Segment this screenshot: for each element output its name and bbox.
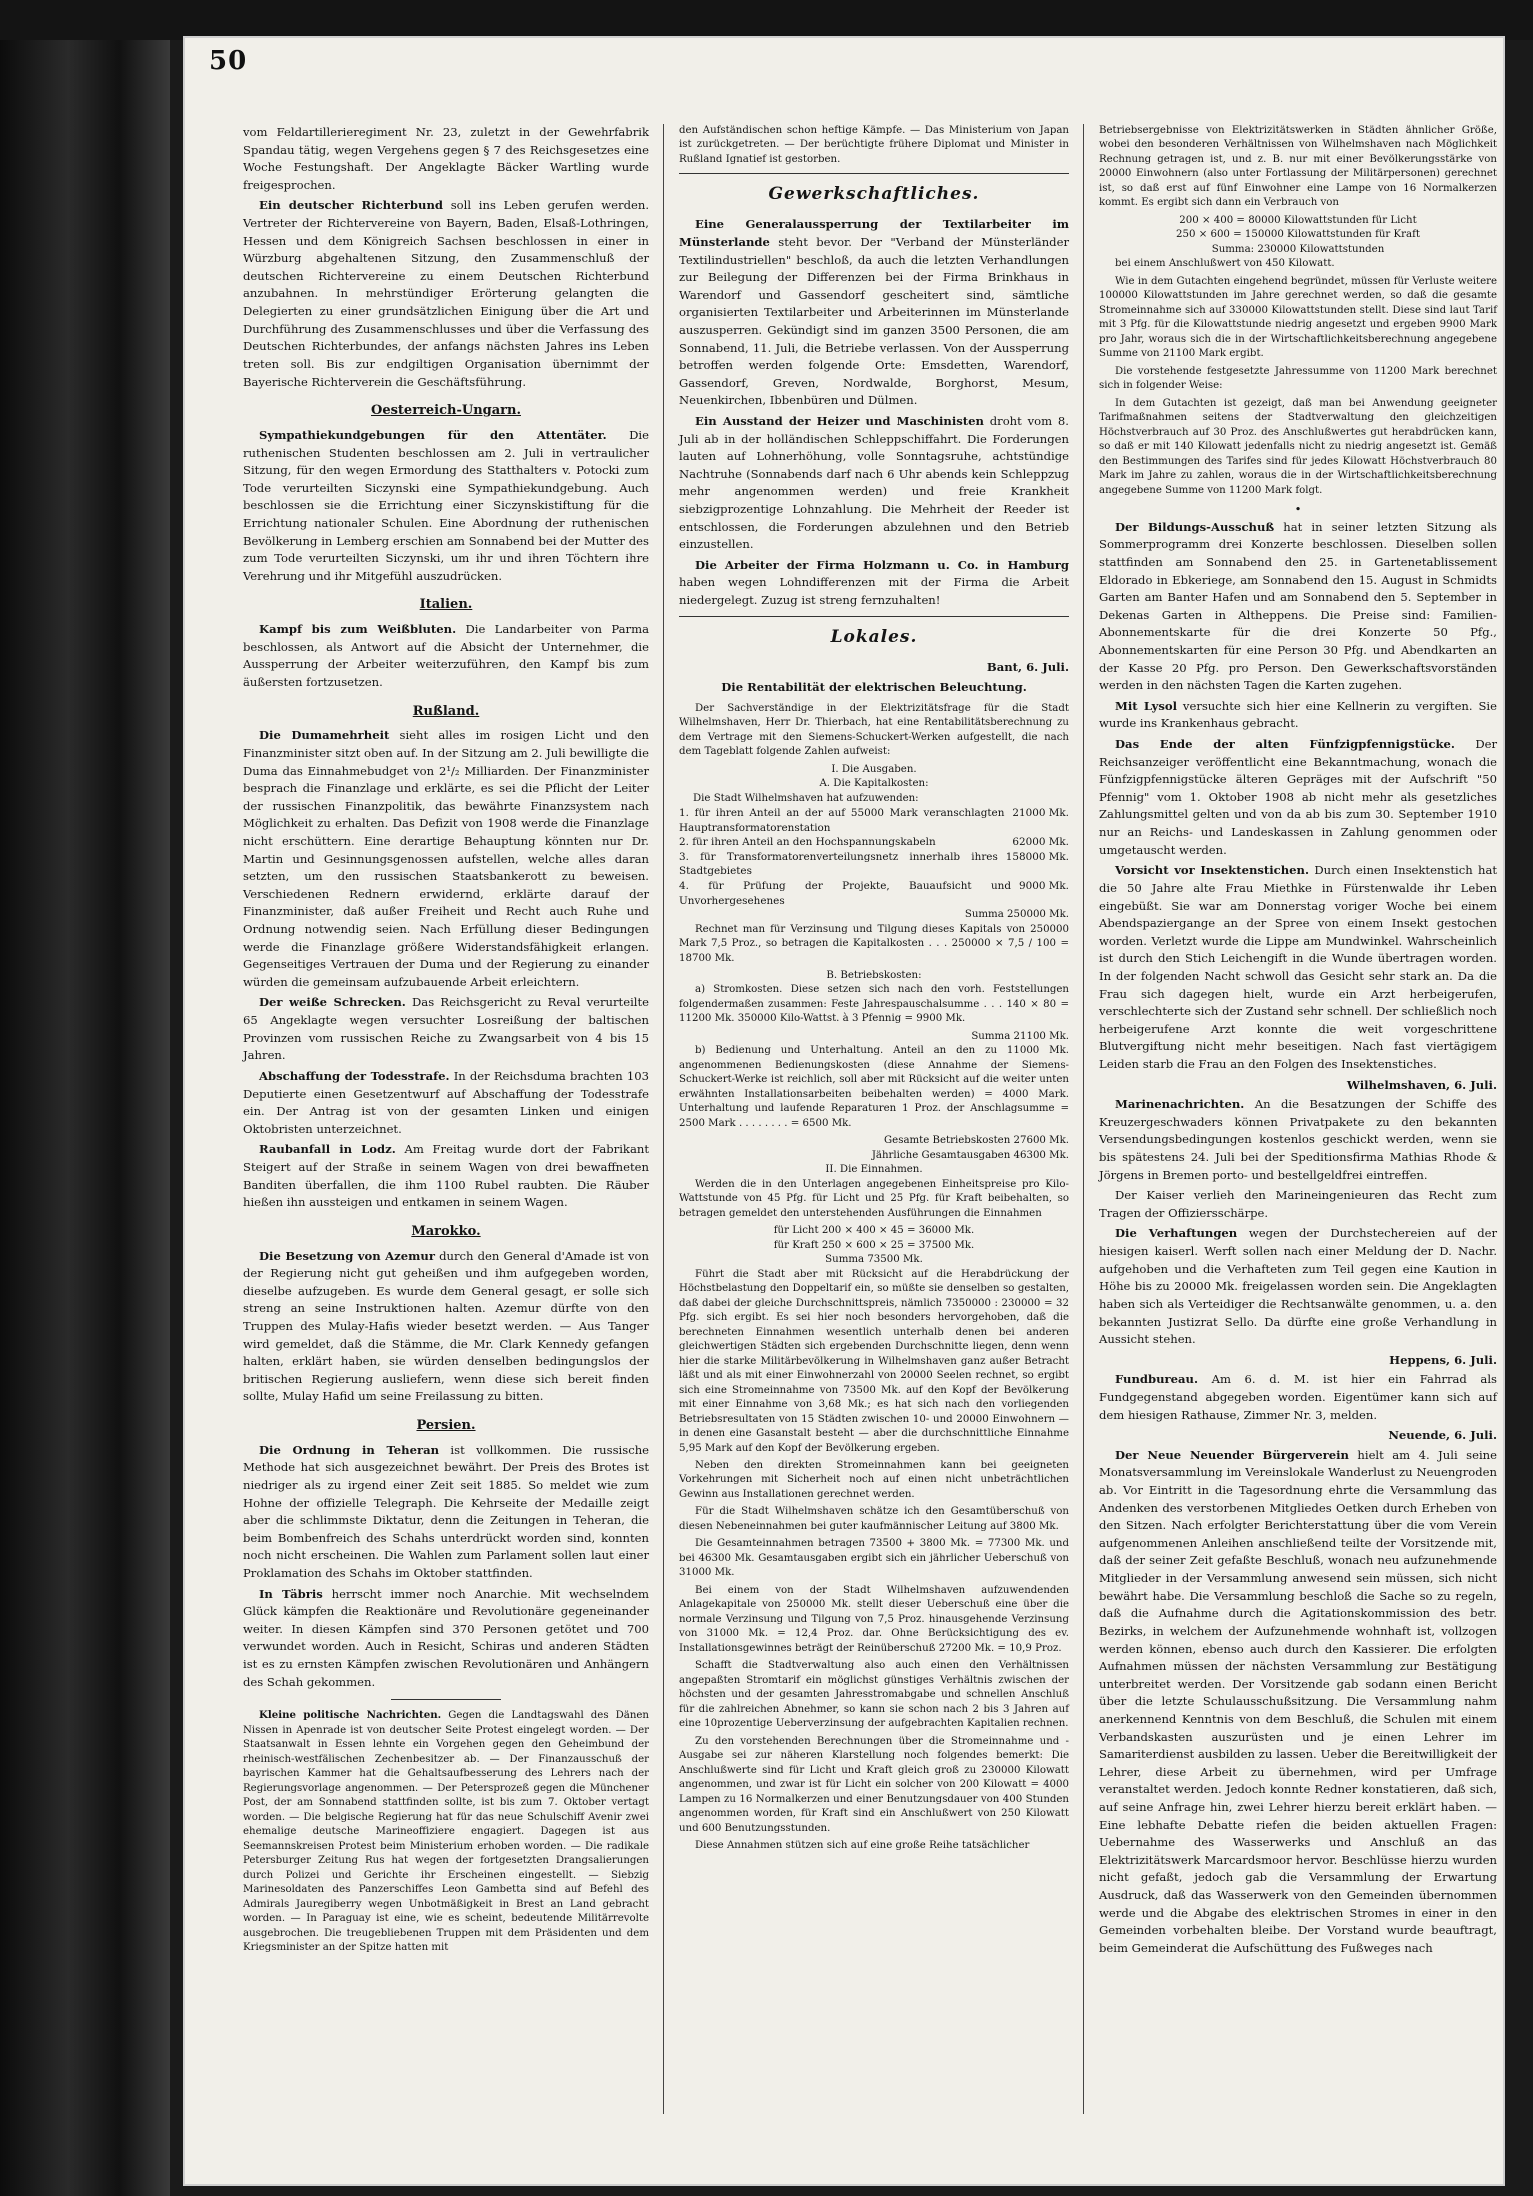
headline: Vorsicht vor Insektenstichen. bbox=[1115, 863, 1309, 878]
paragraph bbox=[243, 727, 649, 991]
paragraph: Führt die Stadt aber mit Rücksicht auf die Herabdrückung der Höchstbelastung den Doppeltarif ein, so müßte sie denselben so gestalten, daß dabei der gleiche Durchschnittspreis, nämlich 7350000 : 230000 = 32 Pfg. sich ergibt. Es sei hier noch besonders hervorgehoben, daß die berechneten Einnahmen wesentlich unterhalb denen bei anderen gleichwertigen Städten sich ergebenden Durchschnitte liegen, denn wenn hier die starke Militärbevölkerung in Wilhelmshaven ganz außer Betracht läßt und als mit einer Einwohnerzahl von 20000 Seelen rechnet, so ergibt sich eine Stromeinnahme von 73500 Mk. auf den Kopf der Bevölkerung mit einer Einnahme von 3,68 Mk.; es hat sich nach den vorliegenden Betriebsresultaten von 15 Städten zwischen 10- und 20000 Einwohnern — in denen eine Gasanstalt besteht — aber die durchschnittliche Einnahme 5,95 Mark auf den Kopf der Bevölkerung ergeben. bbox=[679, 1268, 1069, 1454]
subheading: I. Die Ausgaben. bbox=[831, 763, 917, 775]
table-row bbox=[679, 806, 1069, 835]
article-text: hielt am 4. Juli seine Monatsversammlung im Vereinslokale Wanderlust zu Neuengroden ab. Vor Eintritt in die Tagesordnung ehrte die Versammlung das Andenken des verstorbenen Mitgliedes Oetken durch Erheben von den Sitzen. Nach erfolgter Berichterstattung über die vom Verein aufgenommenen Anleihen anschließend teilte der Vorsitzende mit, daß der seiner Zeit gefaßte Beschluß, wonach neu aufzunehmende Mitglieder in der Versammlung anwesend sein müssen, sich nicht bewährt habe. Die Versammlung beschloß die Sache so zu regeln, daß die Aufnahme durch die Agitationskommission des betr. Bezirks, in welchem der Aufzunehmende wohnhaft ist, vollzogen werden können, ebenso auch durch den Kassierer. Die erfolgten Aufnahmen müssen der nächsten Versammlung zur Bestätigung unterbreitet werden. Der Vorsitzende gab sodann einen Bericht über die letzte Schulausschußsitzung. Die Versammlung nahm anerkennend Kenntnis von dem Beschluß, die Schulen mit einem Verbandskasten auszurüsten und je einen Lehrer im Samariterdienst ausbilden zu lassen. Ueber die Bereitwilligkeit der Lehrer, diese Arbeit zu übernehmen, wird per Umfrage veranstaltet werden. Jedoch konnte Redner konstatieren, daß sich, auf seine Anfrage hin, zwei Lehrer hierzu bereit erklärt haben. — Eine lebhafte Debatte riefen die beiden aktuellen Fragen: Uebernahme des Wasserwerks und Anschluß an das Elektrizitätswerk Marcardsmoor hervor. Beschlüsse hierzu wurden nicht gefaßt, jedoch gab die Versammlung der Erwartung Ausdruck, daß das Wasserwerk von den Gemeinden übernommen werde und die Abgabe des elektrischen Stromes in einer in den Gemeinden vorbehalten bleibe. Der Vorstand wurde beauftragt, beim Gemeinderat die Aufschüttung des Fußweges nach bbox=[1099, 1447, 1497, 1955]
article-text: soll ins Leben gerufen werden. Vertreter der Richtervereine von Bayern, Baden, Elsaß-Lothringen, Hessen und dem Königreich Sachsen beschlossen in einer in Würzburg abgehaltenen Sitzung, den Zusammenschluß der deutschen Richtervereine zu einem Deutschen Richterbund anzubahnen. In mehrstündiger Erörterung gelangten die Delegierten zu einer grundsätzlichen Einigung über die Art und Durchführung des Zusammenschlusses und über die Verfassung des Deutschen Richterbundes, der anfangs nächsten Jahres ins Leben treten soll. Bis zur endgiltigen Organisation übernimmt der Bayerische Richterverein die Geschäftsführung. bbox=[243, 198, 650, 389]
article-text: haben wegen Lohndifferenzen mit der Firma die Arbeit niedergelegt. Zuzug ist streng fernzuhalten! bbox=[679, 575, 1069, 608]
column-divider bbox=[663, 124, 664, 2114]
headline: Die Arbeiter der Firma Holzmann u. Co. in Hamburg bbox=[695, 557, 1069, 572]
article-text: In der Reichsduma brachten 103 Deputierte einen Gesetzentwurf auf Abschaffung der Todesstrafe ein. Der Antrag ist von der gesamten Linken und einigen Oktobristen unterzeichnet. bbox=[243, 1068, 650, 1136]
paragraph: Bei einem von der Stadt Wilhelmshaven aufzuwendenden Anlagekapitale von 250000 Mk. stellt dieser Ueberschuß eine über die normale Verzinsung und Tilgung von 7,5 Proz. hinausgehende Verzinsung von 31000 Mk. = 12,4 Proz. dar. Ohne Berücksichtigung des ev. Installationsgewinnes beträgt der Reinüberschuß 27200 Mk. = 10,9 Proz. bbox=[679, 1584, 1069, 1654]
section-heading: Gewerkschaftliches. bbox=[768, 184, 980, 205]
paragraph: Wie in dem Gutachten eingehend begründet, müssen für Verluste weitere 100000 Kilowattstunden im Jahre gerechnet werden, so daß die gesamte Stromeinnahme sich auf 330000 Kilowattstunden stellt. Diese sind laut Tarif mit 3 Pfg. für die Kilowattstunde niedrig angesetzt und ergeben 9900 Mark pro Jahr, woraus sich die in der Wirtschaftlichkeitsberechnung angegebene Summe von 21100 Mark ergibt. bbox=[1099, 275, 1497, 360]
capital-cost-table bbox=[679, 806, 1069, 908]
section-heading: Rußland. bbox=[412, 703, 480, 719]
article-text: ist vollkommen. Die russische Methode hat sich ausgezeichnet bewährt. Der Preis des Brotes ist niedriger als zu irgend einer Zeit seit 1885. So meldet wie zum Hohne der offizielle Telegraph. Die Kehrseite der Medaille zeigt aber die schlimmste Diktatur, denn die Zeitungen in Teheran, die beim Bombenfreich des Schahs unterdrückt worden sind, konnten noch nicht erscheinen. Die Wahlen zum Parlament sollen laut einer Proklamation des Schahs im Oktober stattfinden. bbox=[243, 1442, 650, 1581]
paragraph bbox=[1099, 1371, 1497, 1424]
table-total: Jährliche Gesamtausgaben 46300 Mk. bbox=[871, 1149, 1069, 1161]
calculation-line: 250 × 600 = 150000 Kilowattstunden für Kraft bbox=[1176, 229, 1420, 241]
paragraph bbox=[243, 1708, 649, 1955]
article-text: Die ruthenischen Studenten beschlossen am 2. Juli in vertraulicher Sitzung, für den wegen Ermordung des Statthalters v. Potocki zum Tode verurteilten Siczynski eine Sympathiekundgebung. Auch beschlossen sie die Errichtung einer Siczynskistiftung für die Errichtung nationaler Schulen. Eine Abordnung der ruthenischen Bevölkerung in Lemberg erschien am Sonnabend bei der Mutter des zum Tode verurteilten Siczynski, um ihr und ihren Töchtern ihre Verehrung und ihr Mitgefühl auszudrücken. bbox=[243, 427, 650, 583]
article-text: An die Besatzungen der Schiffe des Kreuzergeschwaders können Privatpakete zu den bekannten Versendungsbedingungen kostenlos geschickt werden, wenn sie bis spätestens 24. Juli bei der Speditionsfirma Mathias Rhode & Jörgens in Bremen porto- und bestellgeldfrei eintreffen. bbox=[1099, 1097, 1497, 1182]
article-text: droht vom 8. Juli ab in der holländischen Schleppschiffahrt. Die Forderungen lauten auf Lohnerhöhung, volle Sonntagsruhe, achtstündige Nachtruhe (Sonnabends darf nach 6 Uhr abends kein Schleppzug mehr angenommen werden) und freie Krankheit siebzigprozentige Lohnzahlung. Die Mehrheit der Reeder ist entschlossen, die Forderungen abzulehnen und den Betrieb einzustellen. bbox=[679, 413, 1069, 552]
headline: Die Besetzung von Azemur bbox=[259, 1248, 435, 1263]
paragraph: Betriebsergebnisse von Elektrizitätswerken in Städten ähnlicher Größe, wobei den besonderen Verhältnissen von Wilhelmshaven nach Möglichkeit Rechnung getragen ist, und z. B. nur mit einer Bevölkerungsstärke von 20000 Einwohnern (also unter Fortlassung der Militärpersonen) gerechnet ist, so daß erst auf fünf Einwohner eine Lampe von 16 Normalkerzen kommt. Es ergibt sich dann ein Verbrauch von bbox=[1099, 125, 1497, 209]
calculation-line: 200 × 400 = 80000 Kilowattstunden für Licht bbox=[1179, 214, 1417, 226]
paragraph: Der Sachverständige in der Elektrizitätsfrage für die Stadt Wilhelmshaven, Herr Dr. Thierbach, hat eine Rentabilitätsberechnung zu dem Vertrage mit den Siemens-Schuckert-Werken aufgestellt, die nach dem Tageblatt folgende Zahlen aufweist: bbox=[679, 702, 1069, 758]
section-heading: Persien. bbox=[416, 1418, 476, 1433]
newspaper-page bbox=[183, 36, 1505, 2186]
paragraph bbox=[1099, 1225, 1497, 1348]
paragraph bbox=[679, 557, 1069, 610]
column-divider bbox=[1083, 124, 1084, 2114]
paragraph: Die Gesamteinnahmen betragen 73500 + 3800 Mk. = 77300 Mk. und bei 46300 Mk. Gesamtausgaben ergibt sich ein jährlicher Ueberschuß von 31000 Mk. bbox=[679, 1538, 1069, 1579]
paragraph bbox=[679, 413, 1069, 554]
headline: Kleine politische Nachrichten. bbox=[259, 1709, 442, 1722]
headline: Fundbureau. bbox=[1115, 1372, 1198, 1387]
table-total: Gesamte Betriebskosten 27600 Mk. bbox=[884, 1135, 1069, 1147]
headline: Die Dumamehrheit bbox=[259, 728, 390, 743]
headline: Das Ende der alten Fünfzigpfennigstücke. bbox=[1115, 737, 1455, 752]
column-3 bbox=[1099, 124, 1497, 1960]
table-cell-label: 3. für Transformatorenverteilungsnetz innerhalb ihres Stadtgebietes bbox=[679, 850, 998, 878]
table-row bbox=[679, 835, 1069, 850]
headline: Sympathiekundgebungen für den Attentäter. bbox=[259, 427, 607, 442]
headline: Ein deutscher Richterbund bbox=[259, 198, 443, 213]
paragraph: Diese Annahmen stützen sich auf eine große Reihe tatsächlicher bbox=[695, 1840, 1030, 1852]
article-text: Gegen die Landtagswahl des Dänen Nissen in Apenrade ist von deutscher Seite Protest eingelegt worden. — Der Staatsanwalt in Essen lehnte ein Vorgehen gegen den Geheimbund der rheinisch-westfälischen Zechenbesitzer ab. — Der Finanzausschuß der bayrischen Kammer hat die Gehaltsaufbesserung des Lehrers nach der Regierungsvorlage angenommen. — Der Petersprozeß gegen die Münchener Post, der am Sonnabend stattfinden sollte, ist bis zum 7. Oktober vertagt worden. — Die belgische Regierung hat für das neue Schulschiff Avenir zwei ehemalige deutsche Marineoffiziere engagiert. Dagegen ist aus Seemannskreisen Protest beim Ministerium erhoben worden. — Die radikale Petersburger Zeitung Rus hat wegen der fortgesetzten Drangsalierungen durch Polizei und Gerichte ihr Erscheinen eingestellt. — Siebzig Marinesoldaten des Panzerschiffes Leon Gambetta sind auf Befehl des Admirals Jauregiberry wegen Unbotmäßigkeit in Brest an Land gebracht worden. — In Paraguay ist eine, wie es scheint, bedeutende Militärrevolte ausgebrochen. Die treugebliebenen Truppen mit dem Präsidenten und dem Kriegsminister an der Spitze hatten mit bbox=[243, 1710, 649, 1954]
paragraph bbox=[1099, 736, 1497, 859]
section-heading: Lokales. bbox=[830, 626, 918, 647]
paragraph bbox=[1099, 698, 1497, 733]
headline: Der Bildungs-Ausschuß bbox=[1115, 519, 1275, 534]
paragraph: Die vorstehende festgesetzte Jahressumme von 11200 Mark berechnet sich in folgender Weise: bbox=[1099, 365, 1497, 392]
paragraph bbox=[243, 1068, 649, 1138]
paragraph: bei einem Anschlußwert von 450 Kilowatt. bbox=[1115, 258, 1335, 270]
headline: Mit Lysol bbox=[1115, 698, 1177, 713]
scan-top-edge bbox=[0, 0, 1533, 40]
table-cell-label: 1. für ihren Anteil an der auf 55000 Mark veranschlagten Hauptransformatorenstation bbox=[679, 807, 1005, 834]
subheading: B. Betriebskosten: bbox=[826, 970, 922, 981]
subheading: A. Die Kapitalkosten: bbox=[819, 778, 929, 790]
article-text: Die Landarbeiter von Parma beschlossen, als Antwort auf die Absicht der Unternehmer, die Aussperrung der Arbeiter weiterzuführen, den Kampf bis zum äußersten fortzusetzen. bbox=[243, 622, 649, 689]
paragraph: Werden die in den Unterlagen angegebenen Einheitspreise pro Kilo-Wattstunde von 45 Pfg. für Licht und 25 Pfg. für Kraft beibehalten, so betragen gemeldet den unterstehenden Ausführungen die Einnahmen bbox=[679, 1178, 1069, 1219]
table-total: Summa 250000 Mk. bbox=[964, 909, 1069, 921]
paragraph bbox=[243, 621, 649, 691]
paragraph bbox=[243, 1141, 649, 1211]
article-text: wegen der Durchstechereien auf der hiesigen kaiserl. Werft sollen nach einer Meldung der D. Nachr. aufgehoben und die Verhafteten zum Teil gegen eine Kaution in Höhe bis zu 20000 Mk. freigelassen worden sein. Die Angeklagten haben sich als Verteidiger die Rechtsanwälte genommen, u. a. den bekannten Justizrat Sello. Da dürfte eine große Verhandlung in Aussicht stehen. bbox=[1099, 1226, 1498, 1347]
divider bbox=[391, 1699, 501, 1700]
headline: Der weiße Schrecken. bbox=[259, 995, 406, 1010]
article-text: versuchte sich hier eine Kellnerin zu vergiften. Sie wurde ins Krankenhaus gebracht. bbox=[1099, 698, 1497, 731]
divider bbox=[679, 616, 1069, 617]
paragraph bbox=[1099, 1096, 1497, 1184]
scan-binding-edge bbox=[0, 0, 170, 2196]
separator-dot: • bbox=[1294, 502, 1302, 517]
paragraph bbox=[243, 427, 649, 585]
section-heading: Italien. bbox=[419, 597, 473, 613]
section-heading: Oesterreich-Ungarn. bbox=[371, 403, 521, 419]
table-cell-label: 4. für Prüfung der Projekte, Bauaufsicht und Unvorhergesehenes bbox=[679, 879, 1011, 907]
table-intro: Die Stadt Wilhelmshaven hat aufzuwenden: bbox=[693, 792, 919, 804]
paragraph: Neben den direkten Stromeinnahmen kann bei geeigneten Vorkehrungen mit Sicherheit noch auf einen nicht unbeträchtlichen Gewinn aus Installationen gerechnet werden. bbox=[679, 1459, 1069, 1500]
headline: Abschaffung der Todesstrafe. bbox=[259, 1068, 450, 1083]
paragraph: Rechnet man für Verzinsung und Tilgung dieses Kapitals von 250000 Mark 7,5 Proz., so betragen die Kapitalkosten . . . 250000 × 7,5 / 100 = 18700 Mk. bbox=[679, 923, 1069, 964]
dateline: Wilhelmshaven, 6. Juli. bbox=[1346, 1077, 1497, 1092]
paragraph: b) Bedienung und Unterhaltung. Anteil an den zu 11000 Mk. angenommenen Bedienungskosten (diese Annahme der Siemens-Schuckert-Werke ist reichlich, soll aber mit Rücksicht auf die weiter unten erwähnten Installationsarbeiten beibehalten werden) = 4000 Mark. Unterhaltung und laufende Reparaturen 1 Proz. der Anschlagsumme = 2500 Mark . . . . . . . . = 6500 Mk. bbox=[679, 1045, 1069, 1129]
paragraph bbox=[243, 1248, 649, 1406]
paragraph bbox=[243, 1442, 649, 1583]
dateline: Neuende, 6. Juli. bbox=[1388, 1428, 1497, 1443]
article-text: sieht alles im rosigen Licht und den Finanzminister sitzt oben auf. In der Sitzung am 2. Juli bewilligte die Duma das Einnahmebudget von 2¹/₂ Milliarden. Der Finanzminister besprach die Finanzlage und erklärte, es sei die Pflicht der Leiter der russischen Finanzpolitik, das bewährte Finanzsystem nach Möglichkeit zu erhalten. Das Defizit von 1908 werde die Finanzlage nicht erschüttern. Eine derartige Behauptung könnten nur Dr. Martin und Gesinnungsgenossen aufstellen, welche alles daran setzten, um den russischen Staatsbankerott zu beweisen. Verschiedenen Rednern erwidernd, erklärte darauf der Finanzminister, daß außer Freiheit und Recht auch Ruhe und Ordnung notwendig seien. Nach Erfüllung dieser Bedingungen werde die Finanzlage größere Widerstandsfähigkeit erlangen. Gegenseitiges Vertrauen der Duma und der Regierung zu einander würden die gemeinsam aufzubauende Arbeit erleichtern. bbox=[243, 728, 650, 989]
paragraph: Für die Stadt Wilhelmshaven schätze ich den Gesamtüberschuß von diesen Nebeneinnahmen bei guter kaufmännischer Leitung auf 3800 Mk. bbox=[679, 1506, 1069, 1532]
paragraph bbox=[243, 994, 649, 1064]
article-text: Am 6. d. M. ist hier ein Fahrrad als Fundgegenstand abgegeben worden. Eigentümer kann sich auf dem hiesigen Rathause, Zimmer Nr. 3, melden. bbox=[1099, 1372, 1497, 1422]
section-heading: Marokko. bbox=[411, 1223, 481, 1239]
paragraph bbox=[1099, 1447, 1497, 1958]
table-total: Summa: 230000 Kilowattstunden bbox=[1211, 243, 1385, 255]
headline: Raubanfall in Lodz. bbox=[259, 1142, 396, 1157]
dateline: Heppens, 6. Juli. bbox=[1389, 1352, 1497, 1367]
headline: Kampf bis zum Weißbluten. bbox=[259, 622, 457, 637]
paragraph: Zu den vorstehenden Berechnungen über die Stromeinnahme und -Ausgabe sei zur näheren Klarstellung noch folgendes bemerkt: Die Anschlußwerte sind für Licht und Kraft gleich groß zu 230000 Kilowatt angenommen, und zwar ist für Licht ein solcher von 200 Kilowatt = 4000 Lampen zu 16 Normalkerzen und einer Benutzungsdauer von 400 Stunden angenommen worden, für Kraft sind ein Anschlußwert von 250 Kilowatt und 600 Benutzungsstunden. bbox=[679, 1735, 1069, 1834]
table-cell-value: 9000 Mk. bbox=[1019, 879, 1069, 892]
paragraph: a) Stromkosten. Diese setzen sich nach den vorh. Feststellungen folgendermaßen zusammen: Feste Jahrespauschalsumme . . . 140 × 80 = 11200 Mk. 350000 Kilo-Wattst. à 3 Pfennig = 9900 Mk. bbox=[679, 984, 1069, 1025]
headline: Der Neue Neuender Bürgerverein bbox=[1115, 1447, 1349, 1462]
table-total: Summa 21100 Mk. bbox=[971, 1030, 1069, 1042]
table-cell-value: 62000 Mk. bbox=[1012, 836, 1069, 849]
headline: Die Ordnung in Teheran bbox=[259, 1442, 440, 1457]
article-text: Durch einen Insektenstich hat die 50 Jahre alte Frau Miethke in Fürstenwalde ihr Leben eingebüßt. Sie war am Donnerstag voriger Woche bei einem Abendspaziergange an der Spree von einem Insekt gestochen worden. Verletzt wurde die Lippe am Mundwinkel. Wahrscheinlich ist durch den Stich Leichengift in die Wunde übertragen worden. In der folgenden Nacht schwoll das Gesicht sehr stark an. Da die Frau sich dagegen hielt, wurde ein Arzt herbeigerufen, verschlechterte sich der Zustand sehr schnell. Der schließlich noch herbeigerufene Arzt konnte die weit vorgeschrittene Blutvergiftung nicht mehr beseitigen. Nach fast viertägigem Leiden starb die Frau an den Folgen des Insektenstiches. bbox=[1099, 863, 1498, 1071]
article-text: herrscht immer noch Anarchie. Mit wechselndem Glück kämpfen die Reaktionäre und Revolutionäre gegeneinander weiter. In diesen Kämpfen sind 370 Personen getötet und 700 verwundet worden. Auch in Resicht, Schiras und anderen Städten ist es zu ernsten Kämpfen zwischen Revolutionären und Anhängern des Schah gekommen. bbox=[243, 1586, 650, 1689]
paragraph: den Aufständischen schon heftige Kämpfe. — Das Ministerium von Japan ist zurückgetreten. — Der berüchtigte frühere Diplomat und Minister in Rußland Ignatief ist gestorben. bbox=[679, 125, 1069, 165]
paragraph: In dem Gutachten ist gezeigt, daß man bei Anwendung geeigneter Tarifmaßnahmen seitens der Stadtverwaltung den gleichzeitigen Höchstverbrauch auf 30 Proz. des Anschlußwertes gut herabdrücken kann, so daß er mit 140 Kilowatt jedenfalls nicht zu niedrig angesetzt ist. Gemäß den Bestimmungen des Tarifes sind für jedes Kilowatt Höchstverbrauch 80 Mark im Jahre zu zahlen, woraus die in der Wirtschaftlichkeitsberechnung angegebene Summe von 11200 Mark folgt. bbox=[1099, 397, 1497, 496]
paragraph bbox=[1099, 519, 1497, 695]
article-text: durch den General d'Amade ist von der Regierung nicht gut geheißen und ihm aufgegeben worden, dieselbe aufzugeben. Es wurde dem General gesagt, er solle sich streng an seine Instruktionen halten. Azemur dürfte von den Truppen des Mulay-Hafis wieder besetzt werden. — Aus Tanger wird gemeldet, daß die Stämme, die Mr. Clark Kennedy gefangen halten, erklärt haben, sie würden denselben bedingungslos der britischen Regierung ausliefern, wenn diese sich bereit finden sollte, Mulay Hafid um seine Freilassung zu bitten. bbox=[243, 1248, 649, 1404]
subheading: II. Die Einnahmen. bbox=[825, 1164, 923, 1176]
paragraph: vom Feldartillerieregiment Nr. 23, zuletzt in der Gewehrfabrik Spandau tätig, wegen Vergehens gegen § 7 des Reichsgesetzes eine Woche Festungshaft. Der Angeklagte Bäcker Wartling wurde freigesprochen. bbox=[243, 125, 649, 192]
table-cell-value: 21000 Mk. bbox=[1012, 807, 1069, 820]
article-text: Das Reichsgericht zu Reval verurteilte 65 Angeklagte wegen versuchter Losreißung der baltischen Provinzen vom russischen Reiche zu Zwangsarbeit von 4 bis 15 Jahren. bbox=[243, 995, 650, 1063]
calculation-line: für Kraft 250 × 600 × 25 = 37500 Mk. bbox=[773, 1239, 975, 1251]
column-2 bbox=[679, 124, 1069, 1857]
table-total: Summa 73500 Mk. bbox=[825, 1254, 923, 1266]
table-cell-label: 2. für ihren Anteil an den Hochspannungskabeln bbox=[679, 836, 936, 849]
dateline: Bant, 6. Juli. bbox=[986, 659, 1069, 674]
table-row bbox=[679, 879, 1069, 908]
article-text: hat in seiner letzten Sitzung als Sommerprogramm drei Konzerte beschlossen. Dieselben sollen stattfinden am Sonnabend den 25. in Gartenetablissement Eldorado in Ebkeriege, am Sonnabend den 15. August in Schmidts Garten am Banter Hafen und am Sonnabend den 5. September in Dekenas Garten in Altheppens. Die Preise sind: Familien-Abonnementskarte für die drei Konzerte 50 Pfg., Abonnementskarten für eine Person 30 Pfg. und Abendkarten an der Kasse 20 Pfg. pro Person. Den Gewerkschaftsvorständen werden in den nächsten Tagen die Karten zugehen. bbox=[1099, 519, 1497, 693]
headline: Die Rentabilität der elektrischen Beleuchtung. bbox=[721, 680, 1027, 695]
divider bbox=[679, 173, 1069, 174]
headline: Die Verhaftungen bbox=[1115, 1226, 1238, 1241]
article-text: steht bevor. Der "Verband der Münsterländer Textilindustriellen" beschloß, da auch die letzten Verhandlungen zur Beilegung der Differenzen bei der Firma Brinkhaus in Warendorf und Gassendorf gescheitert sind, sämtliche organisierten Textilarbeiter und Arbeiterinnen im Münsterlande auszusperren. Gekündigt sind im ganzen 3500 Personen, die am Sonnabend, 11. Juli, die Betriebe verlassen. Von der Aussperrung betroffen werden folgende Orte: Emsdetten, Warendorf, Gassendorf, Greven, Nordwalde, Borghorst, Mesum, Neuenkirchen, Ibbenbüren und Dülmen. bbox=[679, 234, 1069, 408]
paragraph bbox=[243, 1586, 649, 1692]
paragraph: Der Kaiser verlieh den Marineingenieuren das Recht zum Tragen der Offiziersschärpe. bbox=[1099, 1188, 1497, 1220]
page-number: 50 bbox=[209, 46, 248, 76]
column-1 bbox=[243, 124, 649, 1959]
paragraph: Schafft die Stadtverwaltung also auch einen den Verhältnissen angepaßten Stromtarif ein möglichst günstiges Verhältnis zwischen der höchsten und der gesamten Jahresstromabgabe und schnellen Anschluß für die zahlreichen Abnehmer, so kann sie schon nach 2 bis 3 Jahren auf eine 10prozentige Ueberverzinsung der aufgebrachten Kapitalien rechnen. bbox=[679, 1660, 1069, 1730]
table-row bbox=[679, 850, 1069, 879]
paragraph bbox=[243, 197, 649, 391]
headline: Ein Ausstand der Heizer und Maschinisten bbox=[695, 413, 984, 428]
headline: In Täbris bbox=[259, 1586, 323, 1601]
table-cell-value: 158000 Mk. bbox=[1005, 850, 1069, 863]
calculation-line: für Licht 200 × 400 × 45 = 36000 Mk. bbox=[773, 1225, 975, 1237]
paragraph bbox=[1099, 862, 1497, 1073]
article-text: Der Reichsanzeiger veröffentlicht eine Bekanntmachung, wonach die Fünfzigpfennigstücke älteren Gepräges mit der Aufschrift "50 Pfennig" vom 1. Oktober 1908 ab nicht mehr als gesetzliches Zahlungsmittel gelten und von da ab bis zum 30. September 1910 nur an Reichs- und Landeskassen in Zahlung genommen oder umgetauscht werden. bbox=[1099, 737, 1498, 857]
article-text: Am Freitag wurde dort der Fabrikant Steigert auf der Straße in seinem Wagen von drei bewaffneten Banditen überfallen, die ihm 1100 Rubel raubten. Die Räuber hießen ihn aussteigen und entkamen in seinem Wagen. bbox=[243, 1142, 649, 1210]
headline: Marinenachrichten. bbox=[1115, 1097, 1245, 1112]
headline: Eine Generalaussperrung der Textilarbeiter im Münsterlande bbox=[679, 217, 1069, 249]
paragraph bbox=[679, 216, 1069, 410]
